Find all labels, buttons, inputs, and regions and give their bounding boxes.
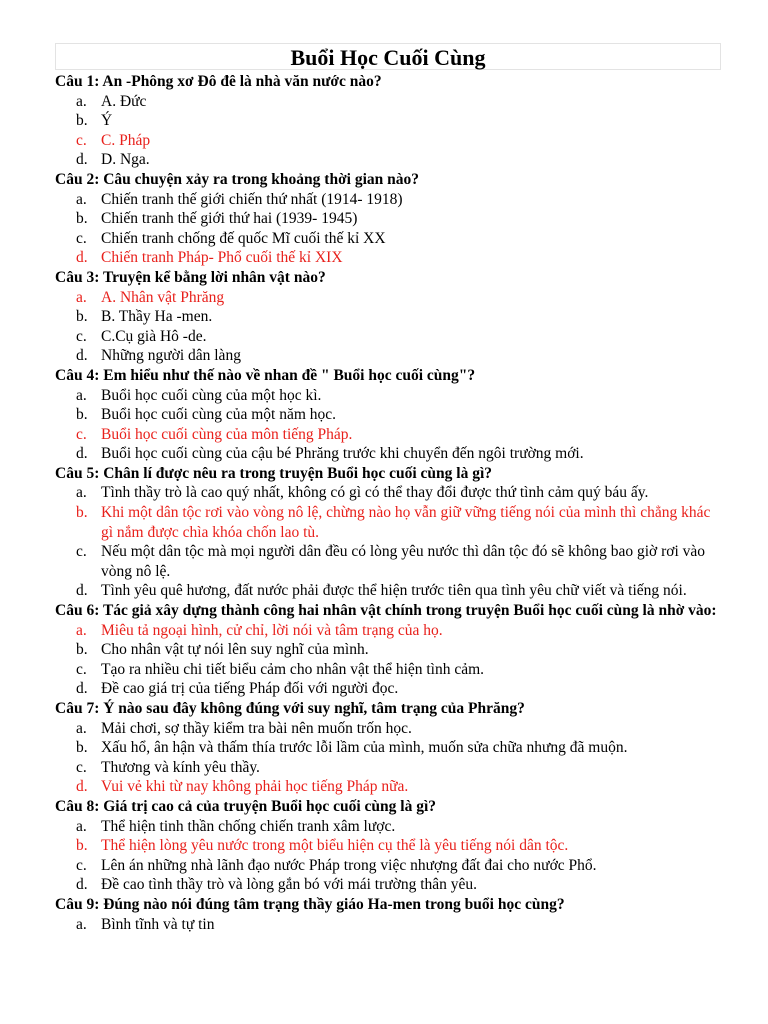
question-1-option-4 <box>55 150 725 170</box>
option-letter: c. <box>76 327 87 345</box>
question-6-option-4 <box>55 679 725 699</box>
option-letter: b. <box>76 308 88 326</box>
option-text: A. Đức <box>101 92 147 110</box>
option-text: Buổi học cuối cùng của một học kì. <box>101 386 322 404</box>
option-letter: b. <box>76 406 88 424</box>
option-text: Tình thầy trò là cao quý nhất, không có gì có thể thay đổi được thứ tình cảm quý báu ấy. <box>101 484 649 502</box>
question-2-option-2 <box>55 209 725 229</box>
option-text: Khi một dân tộc rơi vào vòng nô lệ, chừng nào họ vẫn giữ vững tiếng nói của mình thì chẳng khác gì nắm được chìa khóa chốn lao tù. <box>101 504 711 541</box>
option-text: C. Pháp <box>101 131 151 149</box>
option-letter: a. <box>76 190 87 208</box>
question-4: Câu 4: Em hiểu như thế nào về nhan đề " Buổi học cuối cùng"? <box>55 366 476 384</box>
option-letter: b. <box>76 837 88 855</box>
option-text: Tình yêu quê hương, đất nước phải được thể hiện trước tiên qua tình yêu chữ viết và tiếng nói. <box>101 582 687 600</box>
question-2: Câu 2: Câu chuyện xảy ra trong khoảng thời gian nào? <box>55 170 420 188</box>
option-letter: c. <box>76 856 87 874</box>
question-3-option-2 <box>55 307 725 327</box>
option-text: D. Nga. <box>101 151 150 169</box>
option-text: Lên án những nhà lãnh đạo nước Pháp trong việc nhượng đất đai cho nước Phổ. <box>101 856 597 874</box>
page-title: Buổi Học Cuối Cùng <box>290 45 486 70</box>
option-text: Đề cao tình thầy trò và lòng gắn bó với mái trường thân yêu. <box>101 876 478 894</box>
question-7-option-2 <box>55 738 725 758</box>
question-1-option-1 <box>55 92 725 112</box>
question-7: Câu 7: Ý nào sau đây không đúng với suy nghĩ, tâm trạng của Phrăng? <box>55 700 525 717</box>
option-text: Thể hiện tinh thần chống chiến tranh xâm lược. <box>101 817 396 835</box>
option-text: Vui vẻ khi từ nay không phải học tiếng Pháp nữa. <box>101 778 409 796</box>
question-7-option-3 <box>55 758 725 778</box>
question-8-option-1 <box>55 817 725 837</box>
option-text: Xấu hổ, ân hận và thấm thía trước lỗi lầm của mình, muốn sửa chữa nhưng đã muộn. <box>101 739 628 757</box>
option-text: Bình tĩnh và tự tin <box>101 915 215 933</box>
question-2-option-1 <box>55 190 725 210</box>
question-9-option-1 <box>55 915 725 935</box>
question-3-option-3 <box>55 327 725 347</box>
option-letter: c. <box>76 660 87 678</box>
question-4-option-1 <box>55 386 725 406</box>
option-text: Buổi học cuối cùng của cậu bé Phrăng trước khi chuyển đến ngôi trường mới. <box>101 445 584 463</box>
option-letter: a. <box>76 621 87 639</box>
question-3-option-1 <box>55 288 725 308</box>
option-letter: b. <box>76 641 88 659</box>
option-letter: a. <box>76 484 87 502</box>
question-8: Câu 8: Giá trị cao cả của truyện Buổi học cuối cùng là gì? <box>55 797 437 815</box>
option-letter: c. <box>76 425 87 443</box>
question-9: Câu 9: Đúng nào nói đúng tâm trạng thầy giáo Ha-men trong buổi học cùng? <box>55 895 565 913</box>
question-4-option-2 <box>55 405 725 425</box>
option-letter: a. <box>76 386 87 404</box>
question-6-option-3 <box>55 660 725 680</box>
question-3-option-4 <box>55 346 725 366</box>
option-text: Buổi học cuối cùng của một năm học. <box>101 406 337 424</box>
question-1: Câu 1: An -Phông xơ Đô đê là nhà văn nước nào? <box>55 73 382 90</box>
question-3: Câu 3: Truyện kể bằng lời nhân vật nào? <box>55 268 326 286</box>
question-2-option-3 <box>55 229 725 249</box>
question-2-option-4 <box>55 248 725 268</box>
option-letter: d. <box>76 582 88 600</box>
question-5-option-1 <box>55 483 725 503</box>
option-letter: b. <box>76 112 88 130</box>
question-5-option-3 <box>55 542 725 581</box>
option-text: Tạo ra nhiều chi tiết biểu cảm cho nhân vật thể hiện tình cảm. <box>101 660 485 678</box>
option-letter: d. <box>76 347 88 365</box>
question-7-option-1 <box>55 719 725 739</box>
option-letter: a. <box>76 92 87 110</box>
question-4-option-4 <box>55 444 725 464</box>
question-5-option-2 <box>55 503 725 542</box>
option-letter: a. <box>76 817 87 835</box>
question-8-option-4 <box>55 875 725 895</box>
question-5-option-4 <box>55 581 725 601</box>
option-text: A. Nhân vật Phrăng <box>101 288 225 306</box>
title-box <box>55 43 721 70</box>
option-letter: c. <box>76 229 87 247</box>
option-text: B. Thầy Ha -men. <box>101 308 213 326</box>
option-letter: a. <box>76 719 87 737</box>
question-8-option-2 <box>55 836 725 856</box>
option-letter: d. <box>76 680 88 698</box>
option-letter: d. <box>76 876 88 894</box>
option-letter: b. <box>76 739 88 757</box>
option-text: Chiến tranh thế giới chiến thứ nhất (1914- 1918) <box>101 190 403 208</box>
option-text: Buổi học cuối cùng của môn tiếng Pháp. <box>101 425 353 443</box>
question-6-option-2 <box>55 640 725 660</box>
option-letter: a. <box>76 915 87 933</box>
option-text: Mải chơi, sợ thầy kiểm tra bài nên muốn trốn học. <box>101 719 412 737</box>
question-1-option-2 <box>55 111 725 131</box>
option-letter: b. <box>76 504 88 522</box>
option-letter: d. <box>76 151 88 169</box>
question-8-option-3 <box>55 856 725 876</box>
option-text: Đề cao giá trị của tiếng Pháp đối với người đọc. <box>101 680 399 698</box>
question-5: Câu 5: Chân lí được nêu ra trong truyện Buổi học cuối cùng là gì? <box>55 464 493 482</box>
option-letter: d. <box>76 778 88 796</box>
option-text: Thương và kính yêu thầy. <box>101 758 260 776</box>
question-4-option-3 <box>55 425 725 445</box>
option-text: Ý <box>101 112 113 130</box>
option-letter: d. <box>76 445 88 463</box>
question-1-option-3 <box>55 131 725 151</box>
option-letter: c. <box>76 758 87 776</box>
option-letter: b. <box>76 210 88 228</box>
question-6-option-1 <box>55 621 725 641</box>
option-letter: a. <box>76 288 87 306</box>
question-6: Câu 6: Tác giả xây dựng thành công hai nhân vật chính trong truyện Buổi học cuối cùng là nhờ vào: <box>55 602 717 620</box>
question-7-option-4 <box>55 777 725 797</box>
option-text: Miêu tả ngoại hình, cử chỉ, lời nói và tâm trạng của họ. <box>101 621 443 639</box>
option-text: Chiến tranh Pháp- Phổ cuối thế kỉ XIX <box>101 249 343 267</box>
option-text: Những người dân làng <box>101 347 241 365</box>
option-letter: c. <box>76 543 87 561</box>
option-text: Thể hiện lòng yêu nước trong một biểu hiện cụ thể là yêu tiếng nói dân tộc. <box>101 837 569 855</box>
option-letter: c. <box>76 131 87 149</box>
option-text: C.Cụ già Hô -de. <box>101 327 207 345</box>
option-letter: d. <box>76 249 88 267</box>
option-text: Chiến tranh thế giới thứ hai (1939- 1945) <box>101 210 358 228</box>
option-text: Cho nhân vật tự nói lên suy nghĩ của mình. <box>101 641 369 659</box>
option-text: Chiến tranh chống đế quốc Mĩ cuối thế kỉ XX <box>101 229 386 247</box>
option-text: Nếu một dân tộc mà mọi người dân đều có lòng yêu nước thì dân tộc đó sẽ không bao giờ rơi vào vòng nô lệ. <box>101 543 706 580</box>
question-list <box>55 72 725 934</box>
